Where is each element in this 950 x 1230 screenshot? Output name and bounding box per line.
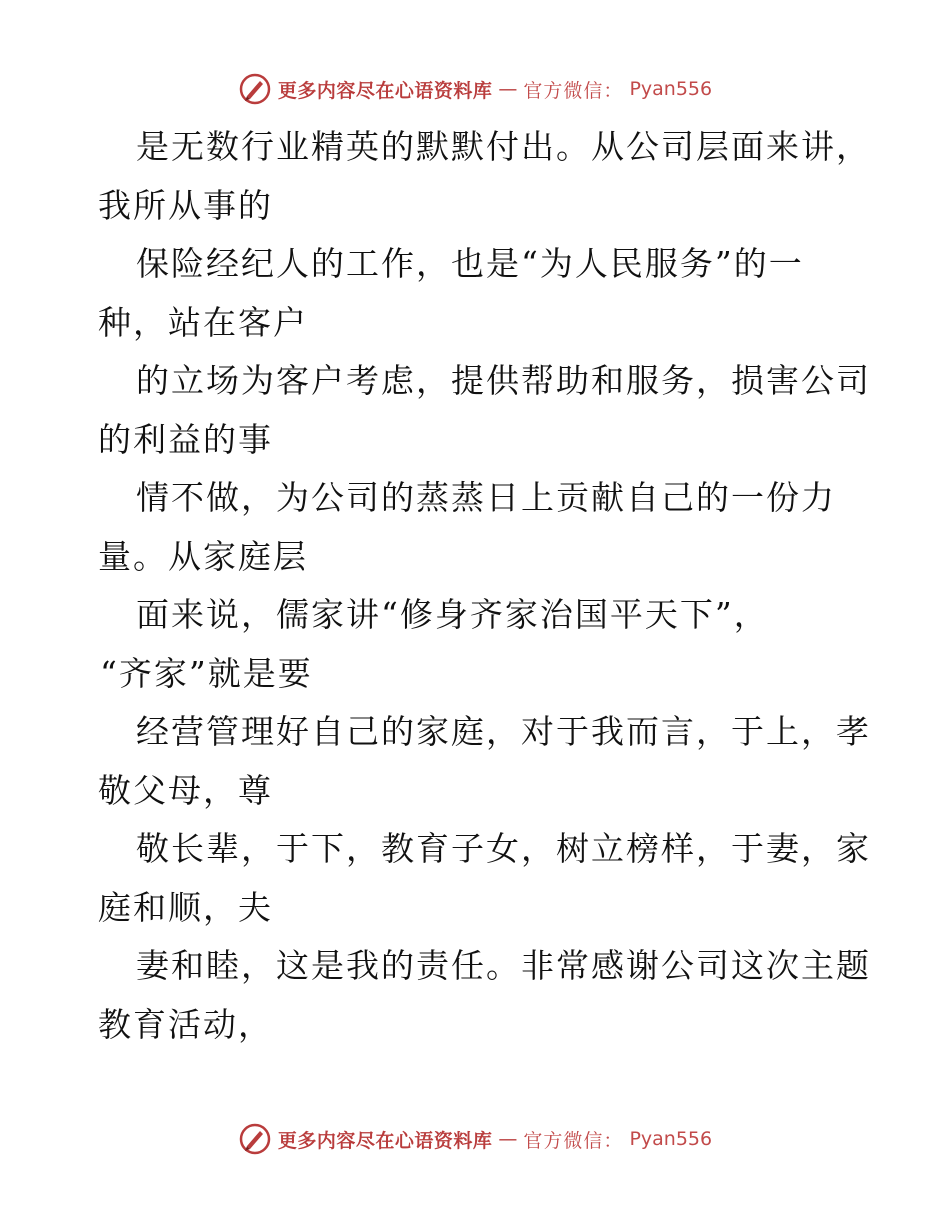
watermark-text: 更多内容尽在心语资料库 xyxy=(277,79,493,102)
pen-circle-icon xyxy=(238,1122,272,1156)
text-line: 妻和睦，这是我的责任。非常感谢公司这次主题 xyxy=(136,946,871,985)
text-line: 保险经纪人的工作，也是“为人民服务”的一 xyxy=(136,244,804,283)
body-text xyxy=(98,118,871,1054)
watermark-wechat-label: 官方微信： xyxy=(523,79,624,102)
header-watermark xyxy=(0,72,950,106)
text-line: 教育活动， xyxy=(98,1004,273,1044)
pen-circle-icon xyxy=(238,72,272,106)
text-line: 情不做，为公司的蒸蒸日上贡献自己的一份力 xyxy=(136,478,836,517)
watermark-text: 更多内容尽在心语资料库 xyxy=(277,1129,493,1152)
watermark-separator: — xyxy=(498,1128,518,1150)
text-line: 量。从家庭层 xyxy=(98,536,308,576)
watermark-wechat-id: Pyan556 xyxy=(629,1128,713,1150)
watermark-separator: — xyxy=(498,78,518,100)
text-line: 我所从事的 xyxy=(98,185,273,225)
text-line: 敬长辈，于下，教育子女，树立榜样，于妻，家 xyxy=(136,829,871,868)
watermark-wechat-id: Pyan556 xyxy=(629,78,713,100)
text-line: 是无数行业精英的默默付出。从公司层面来讲， xyxy=(136,127,871,166)
text-line: 经营管理好自己的家庭，对于我而言，于上，孝 xyxy=(136,712,871,751)
text-line: 种，站在客户 xyxy=(98,302,308,342)
text-line: 面来说，儒家讲“修身齐家治国平天下”， xyxy=(136,595,769,634)
text-line: “齐家”就是要 xyxy=(100,653,313,693)
text-line: 的利益的事 xyxy=(98,419,273,459)
footer-watermark xyxy=(0,1122,950,1156)
text-line: 敬父母，尊 xyxy=(98,770,273,810)
text-line: 的立场为客户考虑，提供帮助和服务，损害公司 xyxy=(136,361,871,400)
text-line: 庭和顺，夫 xyxy=(98,887,273,927)
watermark-wechat-label: 官方微信： xyxy=(523,1129,624,1152)
